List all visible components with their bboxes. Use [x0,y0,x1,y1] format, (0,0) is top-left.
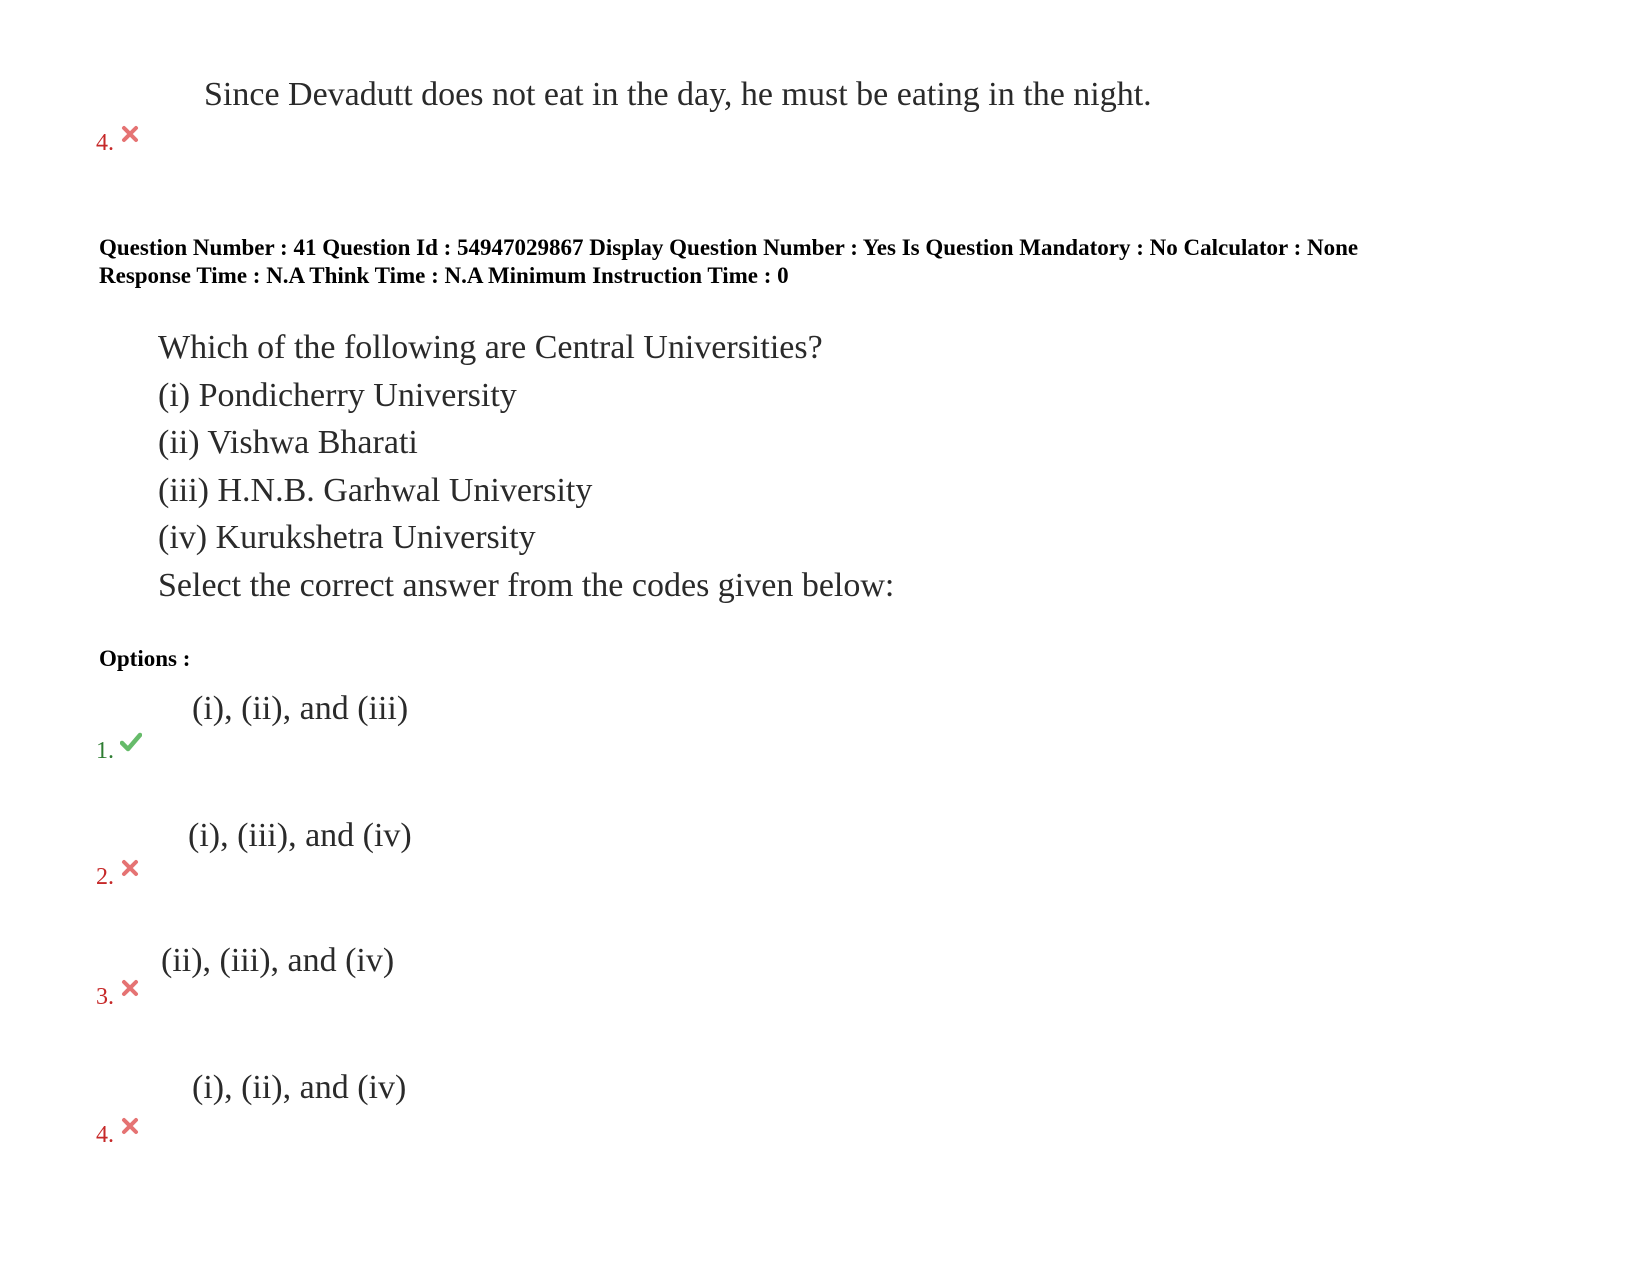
previous-option-4-text: Since Devadutt does not eat in the day, he must be eating in the night. [204,76,1152,113]
question-instruction: Select the correct answer from the codes given below: [158,566,895,604]
question-meta-line-2: Response Time : N.A Think Time : N.A Minimum Instruction Time : 0 [99,263,789,288]
cross-icon [120,978,140,998]
option-2-text: (i), (iii), and (iv) [188,817,412,854]
question-item-ii: (ii) Vishwa Bharati [158,424,418,461]
cross-icon [120,858,140,878]
question-stem [158,324,894,609]
option-3-text: (ii), (iii), and (iv) [161,942,395,979]
question-text: Which of the following are Central Universities? [158,329,823,366]
option-number: 4. [96,1122,114,1148]
option-number: 3. [96,984,114,1010]
option-1-label [96,738,140,765]
option-number: 1. [96,738,114,764]
option-3-label [96,984,140,1011]
question-meta-line-1: Question Number : 41 Question Id : 54947029867 Display Question Number : Yes Is Question Mandatory : No Calculator : None [99,235,1359,260]
cross-icon [120,1116,140,1136]
cross-icon [120,124,140,144]
question-item-iv: (iv) Kurukshetra University [158,519,536,556]
previous-option-4-label [96,130,140,157]
option-number: 2. [96,864,114,890]
option-4-text: (i), (ii), and (iv) [192,1069,407,1106]
option-4-label [96,1122,140,1149]
question-item-iii: (iii) H.N.B. Garhwal University [158,471,593,509]
option-1-text: (i), (ii), and (iii) [192,690,409,727]
option-2-label [96,864,140,891]
check-icon [120,732,140,752]
options-heading: Options : [99,646,191,671]
option-number: 4. [96,130,114,156]
question-item-i: (i) Pondicherry University [158,376,517,414]
